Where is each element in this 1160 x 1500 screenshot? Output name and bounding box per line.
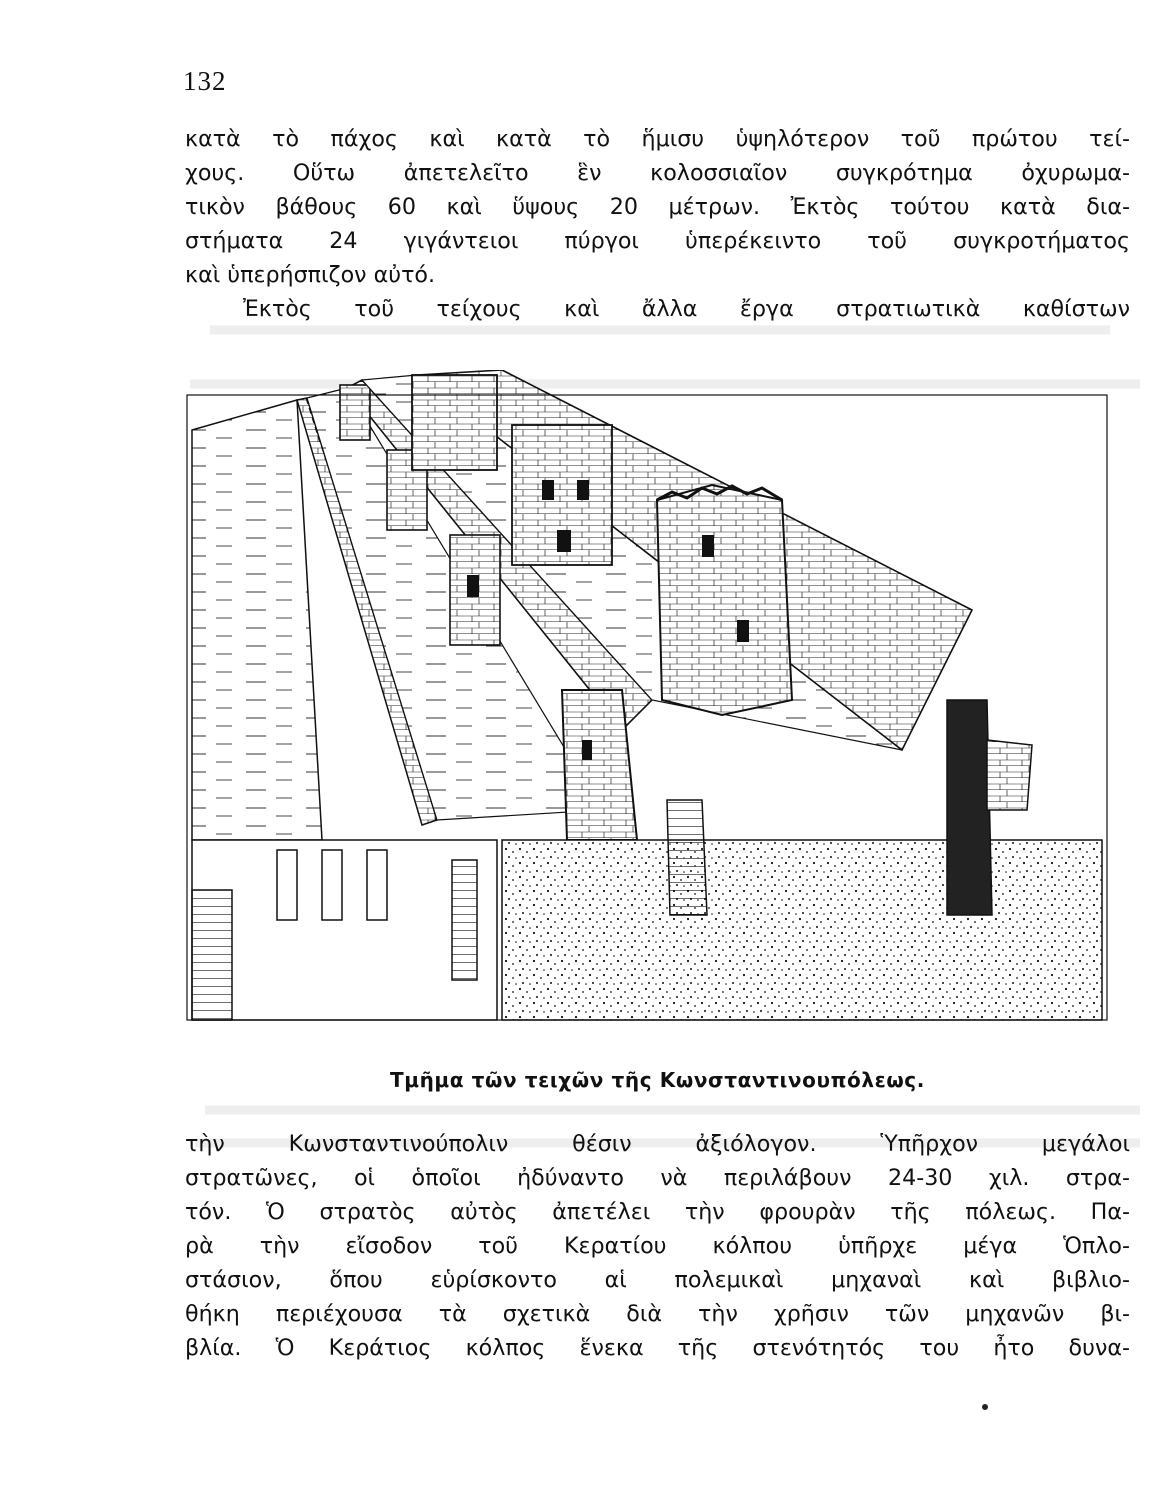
body-text-top	[185, 122, 1130, 326]
text-line: θήκη περιέχουσα τὰ σχετικὰ διὰ τὴν χρῆσιν τῶν μηχανῶν βι-	[185, 1301, 1130, 1327]
text-line: καὶ ὑπερήσπιζον αὐτό.	[185, 262, 436, 288]
text-line: στάσιον, ὅπου εὑρίσκοντο αἱ πολεμικαὶ μηχαναὶ καὶ βιβλιο-	[185, 1267, 1130, 1293]
text-line: στρατῶνες, οἱ ὁποῖοι ἠδύναντο νὰ περιλάβουν 24-30 χιλ. στρα-	[185, 1165, 1130, 1191]
text-line: στήματα 24 γιγάντειοι πύργοι ὑπερέκειντο τοῦ συγκροτήματος	[185, 228, 1130, 254]
text-line: ρὰ τὴν εἴσοδον τοῦ Κερατίου κόλπου ὑπῆρχε μέγα Ὁπλο-	[185, 1233, 1130, 1259]
body-text-bottom	[185, 1127, 1130, 1365]
text-line: τικὸν βάθους 60 καὶ ὕψους 20 μέτρων. Ἐκτὸς τούτου κατὰ δια-	[185, 194, 1130, 220]
page-number: 132	[183, 66, 227, 96]
figure-caption: Τμῆμα τῶν τειχῶν τῆς Κωνσταντινουπόλεως.	[390, 1068, 925, 1092]
text-line: χους. Οὕτω ἀπετελεῖτο ἓν κολοσσιαῖον συγκρότημα ὀχυρωμα-	[185, 160, 1130, 186]
walls-illustration	[182, 370, 1112, 1025]
ink-dot	[982, 1404, 988, 1410]
text-line: τὴν Κωνσταντινούπολιν θέσιν ἀξιόλογον. Ὑπῆρχον μεγάλοι	[185, 1131, 1130, 1157]
text-line: Ἐκτὸς τοῦ τείχους καὶ ἄλλα ἔργα στρατιωτικὰ καθίστων	[243, 296, 1130, 322]
text-line: κατὰ τὸ πάχος καὶ κατὰ τὸ ἥμισυ ὑψηλότερον τοῦ πρώτου τεί-	[185, 126, 1130, 152]
text-line: τόν. Ὁ στρατὸς αὐτὸς ἀπετέλει τὴν φρουρὰν τῆς πόλεως. Πα-	[185, 1199, 1130, 1225]
text-line: βλία. Ὁ Κεράτιος κόλπος ἕνεκα τῆς στενότητός του ἦτο δυνα-	[185, 1335, 1130, 1361]
